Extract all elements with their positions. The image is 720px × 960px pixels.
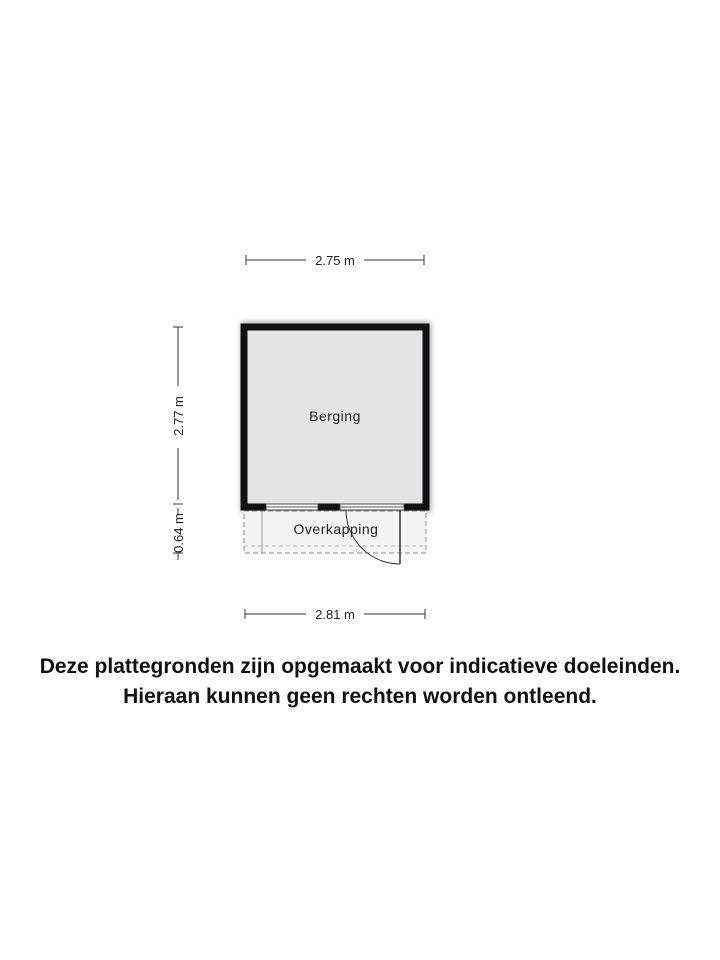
- room-height-label: 2.77 m: [171, 396, 186, 436]
- storage-room-label: Berging: [309, 408, 361, 424]
- top-dimension: [246, 253, 424, 268]
- disclaimer-line-1: Deze plattegronden zijn opgemaakt voor indicatieve doeleinden.: [39, 655, 681, 678]
- storage-room: [241, 322, 431, 512]
- disclaimer-line-2: Hieraan kunnen geen rechten worden ontleend.: [123, 685, 597, 708]
- bottom-dimension: [245, 607, 425, 622]
- bottom-dimension-label: 2.81 m: [315, 607, 355, 622]
- canopy-label: Overkapping: [293, 521, 379, 537]
- left-dimension: [171, 327, 186, 560]
- canopy-height-label: 0.64 m: [171, 513, 186, 553]
- canopy-area: [244, 510, 426, 564]
- top-dimension-label: 2.75 m: [315, 253, 355, 268]
